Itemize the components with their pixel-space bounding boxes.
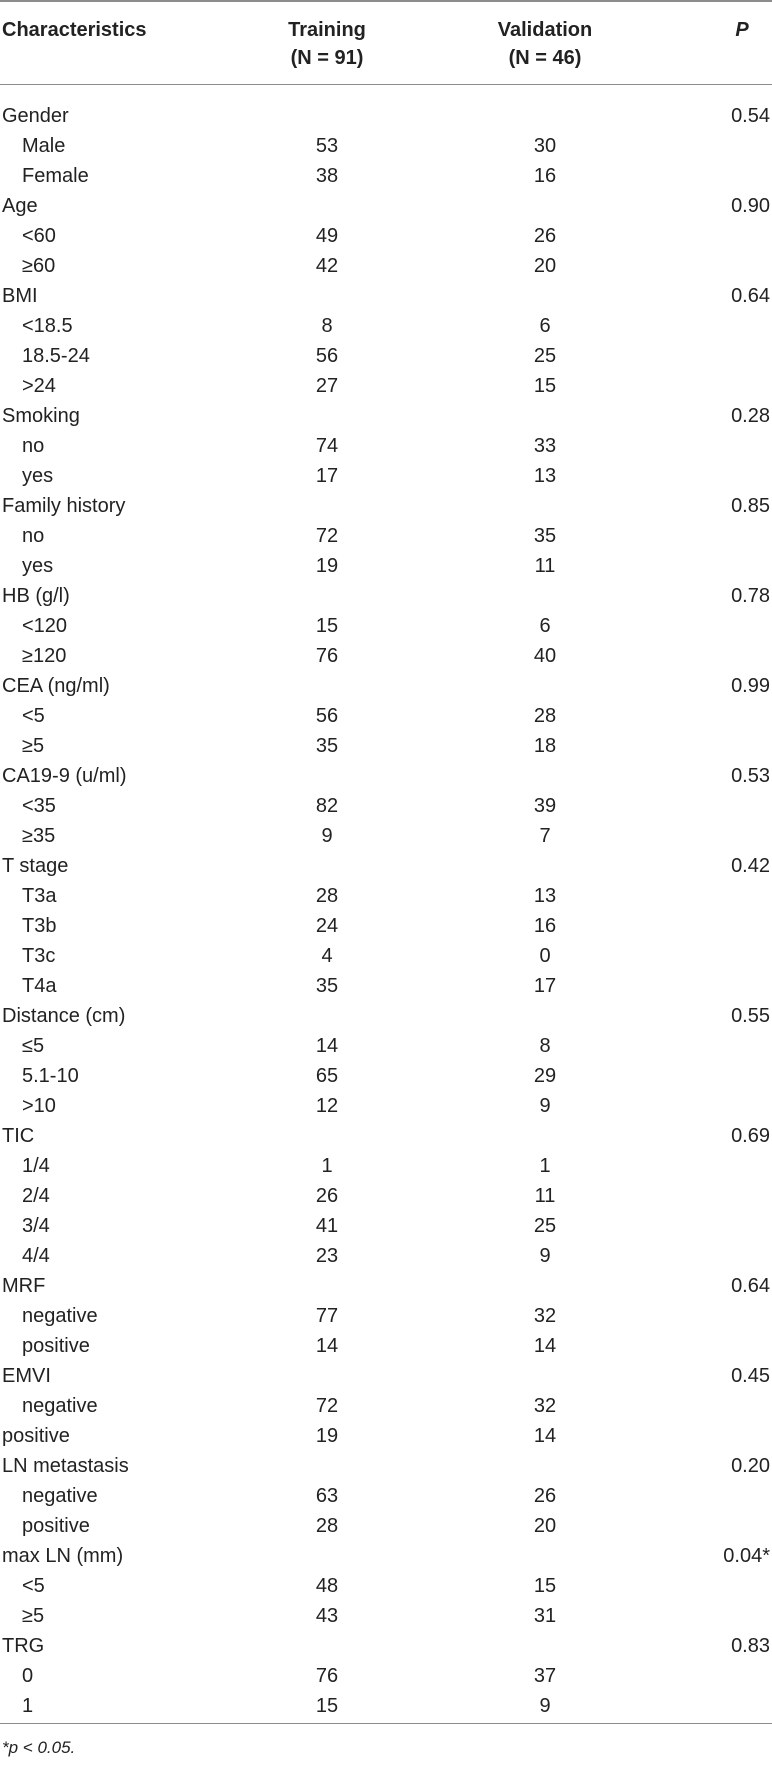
table-row bbox=[0, 221, 772, 251]
table-row bbox=[0, 1391, 772, 1421]
row-label: T3a bbox=[22, 885, 57, 907]
p-value-cell: 0.53 bbox=[731, 765, 770, 787]
table-row bbox=[0, 881, 772, 911]
table-group-row bbox=[0, 191, 772, 221]
row-label: <18.5 bbox=[22, 315, 73, 337]
header-training bbox=[252, 16, 402, 72]
bottom-rule bbox=[0, 1723, 772, 1724]
p-value-cell: 0.64 bbox=[731, 1275, 770, 1297]
table-row bbox=[0, 1151, 772, 1181]
validation-cell: 18 bbox=[533, 735, 557, 757]
table-group-row bbox=[0, 491, 772, 521]
p-value-cell: 0.04* bbox=[723, 1545, 770, 1567]
p-value-cell: 0.28 bbox=[731, 405, 770, 427]
table-group-row bbox=[0, 101, 772, 131]
validation-cell: 7 bbox=[539, 825, 551, 847]
table-group-row bbox=[0, 401, 772, 431]
table-row bbox=[0, 131, 772, 161]
training-cell: 82 bbox=[315, 795, 339, 817]
row-label: MRF bbox=[2, 1275, 46, 1297]
row-label: HB (g/l) bbox=[2, 585, 70, 607]
row-label: negative bbox=[22, 1395, 98, 1417]
p-value-cell: 0.55 bbox=[731, 1005, 770, 1027]
row-label: no bbox=[22, 525, 45, 547]
training-cell: 65 bbox=[315, 1065, 339, 1087]
validation-cell: 35 bbox=[533, 525, 557, 547]
table-group-row bbox=[0, 1451, 772, 1481]
table-row bbox=[0, 251, 772, 281]
header-validation-label: Validation bbox=[497, 19, 593, 41]
table-row bbox=[0, 551, 772, 581]
table-row bbox=[0, 1421, 772, 1451]
row-label: ≥35 bbox=[22, 825, 56, 847]
training-cell: 27 bbox=[315, 375, 339, 397]
row-label: Smoking bbox=[2, 405, 80, 427]
row-label: <5 bbox=[22, 1575, 45, 1597]
row-label: <5 bbox=[22, 705, 45, 727]
validation-cell: 30 bbox=[533, 135, 557, 157]
validation-cell: 33 bbox=[533, 435, 557, 457]
table-row bbox=[0, 1211, 772, 1241]
table-group-row bbox=[0, 1541, 772, 1571]
footnote: *p < 0.05. bbox=[2, 1738, 76, 1757]
table-row bbox=[0, 911, 772, 941]
row-label: Age bbox=[2, 195, 38, 217]
validation-cell: 8 bbox=[539, 1035, 551, 1057]
table-row bbox=[0, 371, 772, 401]
table-row bbox=[0, 521, 772, 551]
training-cell: 24 bbox=[315, 915, 339, 937]
p-value-cell: 0.42 bbox=[731, 855, 770, 877]
validation-cell: 11 bbox=[534, 1185, 556, 1207]
row-label: 18.5-24 bbox=[22, 345, 90, 367]
table-row bbox=[0, 611, 772, 641]
validation-cell: 13 bbox=[533, 885, 557, 907]
table-row bbox=[0, 701, 772, 731]
table-row bbox=[0, 461, 772, 491]
training-cell: 14 bbox=[315, 1035, 339, 1057]
validation-cell: 16 bbox=[533, 915, 557, 937]
table-row bbox=[0, 791, 772, 821]
p-value-cell: 0.78 bbox=[731, 585, 770, 607]
table-row bbox=[0, 1481, 772, 1511]
row-label: 3/4 bbox=[22, 1215, 50, 1237]
table-row bbox=[0, 731, 772, 761]
validation-cell: 15 bbox=[533, 1575, 557, 1597]
validation-cell: 14 bbox=[533, 1335, 557, 1357]
validation-cell: 32 bbox=[533, 1305, 557, 1327]
row-label: negative bbox=[22, 1485, 98, 1507]
training-cell: 35 bbox=[315, 735, 339, 757]
training-cell: 63 bbox=[315, 1485, 339, 1507]
row-label: T4a bbox=[22, 975, 57, 997]
validation-cell: 14 bbox=[533, 1425, 557, 1447]
table-row bbox=[0, 1661, 772, 1691]
training-cell: 1 bbox=[321, 1155, 333, 1177]
table-row bbox=[0, 641, 772, 671]
table-group-row bbox=[0, 281, 772, 311]
training-cell: 42 bbox=[315, 255, 339, 277]
table-row bbox=[0, 1031, 772, 1061]
table-row bbox=[0, 1181, 772, 1211]
table-row bbox=[0, 341, 772, 371]
validation-cell: 6 bbox=[539, 315, 551, 337]
row-label: negative bbox=[22, 1305, 98, 1327]
training-cell: 14 bbox=[315, 1335, 339, 1357]
validation-cell: 32 bbox=[533, 1395, 557, 1417]
table-row bbox=[0, 1241, 772, 1271]
row-label: ≥5 bbox=[22, 735, 45, 757]
row-label: <60 bbox=[22, 225, 56, 247]
header-validation bbox=[470, 16, 620, 72]
row-label: positive bbox=[22, 1335, 90, 1357]
p-value-cell: 0.99 bbox=[731, 675, 770, 697]
training-cell: 19 bbox=[315, 1425, 339, 1447]
validation-cell: 29 bbox=[533, 1065, 557, 1087]
table-row bbox=[0, 161, 772, 191]
training-cell: 9 bbox=[321, 825, 333, 847]
row-label: ≥60 bbox=[22, 255, 56, 277]
validation-cell: 9 bbox=[539, 1245, 551, 1267]
validation-cell: 26 bbox=[533, 1485, 557, 1507]
table-row bbox=[0, 1691, 772, 1721]
row-label: yes bbox=[22, 555, 54, 577]
training-cell: 23 bbox=[315, 1245, 339, 1267]
training-cell: 48 bbox=[315, 1575, 339, 1597]
training-cell: 72 bbox=[315, 525, 339, 547]
training-cell: 56 bbox=[315, 345, 339, 367]
row-label: no bbox=[22, 435, 45, 457]
row-label: Male bbox=[22, 135, 66, 157]
validation-cell: 6 bbox=[539, 615, 551, 637]
training-cell: 43 bbox=[315, 1605, 339, 1627]
table-group-row bbox=[0, 581, 772, 611]
training-cell: 15 bbox=[315, 1695, 339, 1717]
row-label: ≥120 bbox=[22, 645, 67, 667]
training-cell: 35 bbox=[315, 975, 339, 997]
table-group-row bbox=[0, 1271, 772, 1301]
row-label: 1 bbox=[22, 1695, 34, 1717]
table-row bbox=[0, 941, 772, 971]
training-cell: 19 bbox=[315, 555, 339, 577]
table-row bbox=[0, 1571, 772, 1601]
validation-cell: 1 bbox=[539, 1155, 551, 1177]
training-cell: 41 bbox=[315, 1215, 339, 1237]
top-rule bbox=[0, 0, 772, 2]
row-label: 5.1-10 bbox=[22, 1065, 79, 1087]
row-label: 4/4 bbox=[22, 1245, 50, 1267]
row-label: TIC bbox=[2, 1125, 35, 1147]
training-cell: 8 bbox=[321, 315, 333, 337]
row-label: yes bbox=[22, 465, 54, 487]
table-group-row bbox=[0, 1121, 772, 1151]
row-label: 0 bbox=[22, 1665, 34, 1687]
validation-cell: 39 bbox=[533, 795, 557, 817]
p-value-cell: 0.85 bbox=[731, 495, 770, 517]
validation-cell: 13 bbox=[533, 465, 557, 487]
training-cell: 4 bbox=[321, 945, 333, 967]
table-body bbox=[0, 101, 772, 1721]
row-label: BMI bbox=[2, 285, 38, 307]
table-row bbox=[0, 1331, 772, 1361]
validation-cell: 20 bbox=[533, 1515, 557, 1537]
row-label: Female bbox=[22, 165, 89, 187]
row-label: EMVI bbox=[2, 1365, 51, 1387]
row-label: LN metastasis bbox=[2, 1455, 129, 1477]
validation-cell: 9 bbox=[539, 1095, 551, 1117]
header-rule bbox=[0, 84, 772, 85]
table-group-row bbox=[0, 1361, 772, 1391]
training-cell: 77 bbox=[315, 1305, 339, 1327]
table-group-row bbox=[0, 1631, 772, 1661]
table-row bbox=[0, 971, 772, 1001]
validation-cell: 17 bbox=[533, 975, 557, 997]
table-row bbox=[0, 1061, 772, 1091]
table-group-row bbox=[0, 671, 772, 701]
table-row bbox=[0, 1511, 772, 1541]
training-cell: 76 bbox=[315, 1665, 339, 1687]
training-cell: 28 bbox=[315, 885, 339, 907]
header-training-n: (N = 91) bbox=[290, 47, 364, 69]
p-value-cell: 0.64 bbox=[731, 285, 770, 307]
table-row bbox=[0, 1601, 772, 1631]
header-characteristics: Characteristics bbox=[2, 19, 147, 41]
training-cell: 28 bbox=[315, 1515, 339, 1537]
header-validation-n: (N = 46) bbox=[508, 47, 582, 69]
validation-cell: 25 bbox=[533, 1215, 557, 1237]
row-label: T3b bbox=[22, 915, 57, 937]
row-label: >10 bbox=[22, 1095, 56, 1117]
table-row bbox=[0, 1301, 772, 1331]
header-training-label: Training bbox=[288, 19, 366, 41]
row-label: positive bbox=[22, 1515, 90, 1537]
table-row bbox=[0, 431, 772, 461]
p-value-cell: 0.20 bbox=[731, 1455, 770, 1477]
table-row bbox=[0, 311, 772, 341]
validation-cell: 20 bbox=[533, 255, 557, 277]
table-group-row bbox=[0, 1001, 772, 1031]
row-label: >24 bbox=[22, 375, 56, 397]
row-label: 1/4 bbox=[22, 1155, 50, 1177]
row-label: TRG bbox=[2, 1635, 45, 1657]
validation-cell: 31 bbox=[533, 1605, 557, 1627]
validation-cell: 25 bbox=[533, 345, 557, 367]
row-label: Gender bbox=[2, 105, 69, 127]
validation-cell: 0 bbox=[539, 945, 551, 967]
training-cell: 38 bbox=[315, 165, 339, 187]
table-row bbox=[0, 1091, 772, 1121]
validation-cell: 28 bbox=[533, 705, 557, 727]
validation-cell: 37 bbox=[533, 1665, 557, 1687]
row-label: positive bbox=[2, 1425, 70, 1447]
training-cell: 12 bbox=[315, 1095, 339, 1117]
training-cell: 74 bbox=[315, 435, 339, 457]
p-value-cell: 0.54 bbox=[731, 105, 770, 127]
validation-cell: 11 bbox=[534, 555, 556, 577]
p-value-cell: 0.90 bbox=[731, 195, 770, 217]
header-p-value: P bbox=[735, 19, 749, 41]
row-label: T stage bbox=[2, 855, 69, 877]
validation-cell: 15 bbox=[533, 375, 557, 397]
validation-cell: 26 bbox=[533, 225, 557, 247]
row-label: CEA (ng/ml) bbox=[2, 675, 110, 697]
p-value-cell: 0.45 bbox=[731, 1365, 770, 1387]
row-label: CA19-9 (u/ml) bbox=[2, 765, 127, 787]
row-label: Family history bbox=[2, 495, 126, 517]
row-label: max LN (mm) bbox=[2, 1545, 124, 1567]
p-value-cell: 0.69 bbox=[731, 1125, 770, 1147]
row-label: 2/4 bbox=[22, 1185, 50, 1207]
training-cell: 56 bbox=[315, 705, 339, 727]
row-label: Distance (cm) bbox=[2, 1005, 126, 1027]
validation-cell: 16 bbox=[533, 165, 557, 187]
row-label: ≥5 bbox=[22, 1605, 45, 1627]
validation-cell: 40 bbox=[533, 645, 557, 667]
training-cell: 53 bbox=[315, 135, 339, 157]
row-label: <120 bbox=[22, 615, 68, 637]
training-cell: 49 bbox=[315, 225, 339, 247]
table-row bbox=[0, 821, 772, 851]
row-label: ≤5 bbox=[22, 1035, 45, 1057]
row-label: T3c bbox=[22, 945, 56, 967]
training-cell: 17 bbox=[315, 465, 339, 487]
training-cell: 26 bbox=[315, 1185, 339, 1207]
training-cell: 72 bbox=[315, 1395, 339, 1417]
table-group-row bbox=[0, 761, 772, 791]
row-label: <35 bbox=[22, 795, 56, 817]
p-value-cell: 0.83 bbox=[731, 1635, 770, 1657]
training-cell: 76 bbox=[315, 645, 339, 667]
table-group-row bbox=[0, 851, 772, 881]
validation-cell: 9 bbox=[539, 1695, 551, 1717]
training-cell: 15 bbox=[315, 615, 339, 637]
